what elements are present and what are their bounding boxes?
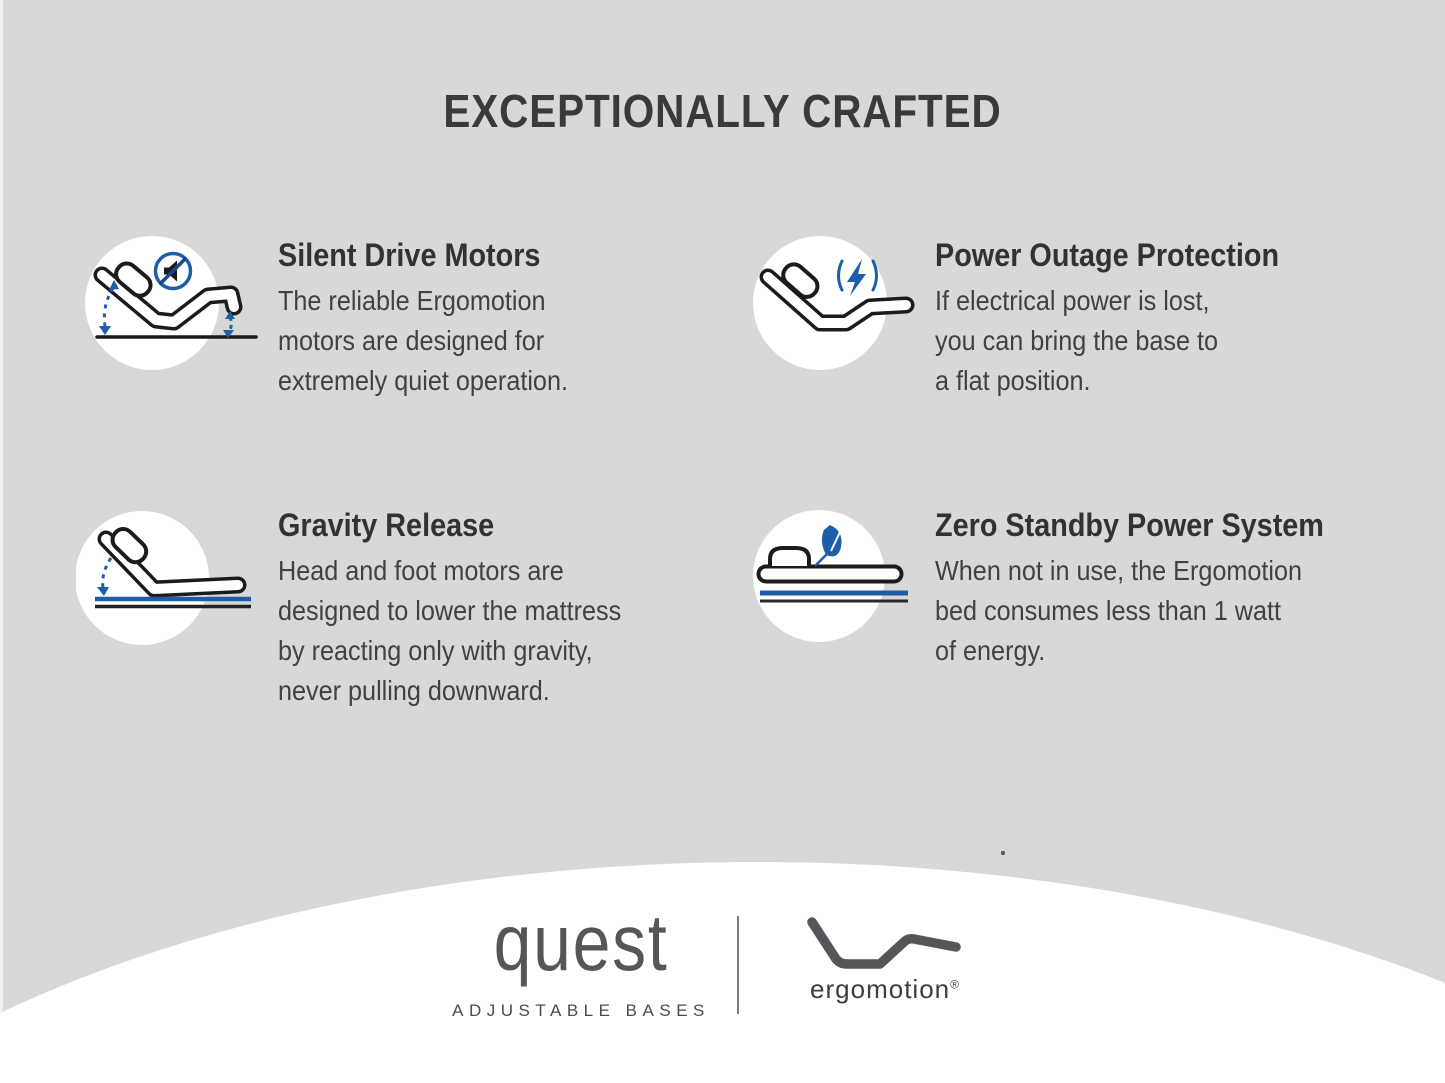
feature-text-block xyxy=(935,235,1279,401)
feature-body-line: of energy. xyxy=(935,635,1046,666)
quest-tagline: ADJUSTABLE BASES xyxy=(452,1001,710,1020)
feature-body-line: never pulling downward. xyxy=(278,675,550,706)
feature-body-line: Head and foot motors are xyxy=(278,555,564,586)
ergomotion-bed-line-logo xyxy=(800,912,978,974)
bed-lightning-icon xyxy=(750,233,940,383)
feature-heading: Gravity Release xyxy=(278,507,495,543)
feature-body-line: If electrical power is lost, xyxy=(935,285,1210,316)
feature-heading: Silent Drive Motors xyxy=(278,237,541,273)
feature-body-line: you can bring the base to xyxy=(935,325,1219,356)
feature-body-line: by reacting only with gravity, xyxy=(278,635,593,666)
quest-logo-text: quest xyxy=(493,898,669,987)
feature-body-line: motors are designed for xyxy=(278,325,545,356)
registered-trademark-symbol: ® xyxy=(950,977,960,992)
feature-body-line: designed to lower the mattress xyxy=(278,595,622,626)
footer-curve-panel xyxy=(0,862,1445,1083)
feature-zero-standby-power-system xyxy=(750,503,1370,753)
feature-body-line: bed consumes less than 1 watt xyxy=(935,595,1282,626)
ergomotion-wordmark: ergomotion xyxy=(810,974,951,1004)
quest-logo xyxy=(461,898,701,987)
feature-body-line: extremely quiet operation. xyxy=(278,365,568,396)
feature-heading: Zero Standby Power System xyxy=(935,507,1324,543)
bed-lowering-arrow-icon xyxy=(76,503,266,653)
feature-body-line: a flat position. xyxy=(935,365,1091,396)
feature-body xyxy=(935,281,1279,401)
speck-artifact xyxy=(1001,851,1005,855)
feature-body-line: When not in use, the Ergomotion xyxy=(935,555,1303,586)
feature-text-block xyxy=(278,505,621,711)
feature-silent-drive-motors xyxy=(84,233,704,483)
feature-body xyxy=(278,281,568,401)
bed-leaf-icon xyxy=(750,503,940,653)
feature-body xyxy=(935,551,1324,671)
bed-muted-speaker-icon xyxy=(84,233,274,383)
ergomotion-logo-text xyxy=(796,974,974,1005)
left-edge-artifact xyxy=(0,0,3,1083)
logo-divider xyxy=(737,916,739,1014)
feature-body-line: The reliable Ergomotion xyxy=(278,285,546,316)
feature-heading: Power Outage Protection xyxy=(935,237,1280,273)
feature-body xyxy=(278,551,621,711)
feature-text-block xyxy=(935,505,1324,671)
page-title: EXCEPTIONALLY CRAFTED xyxy=(443,85,1002,137)
feature-text-block xyxy=(278,235,568,401)
feature-gravity-release xyxy=(76,503,696,753)
feature-power-outage-protection xyxy=(750,233,1370,483)
